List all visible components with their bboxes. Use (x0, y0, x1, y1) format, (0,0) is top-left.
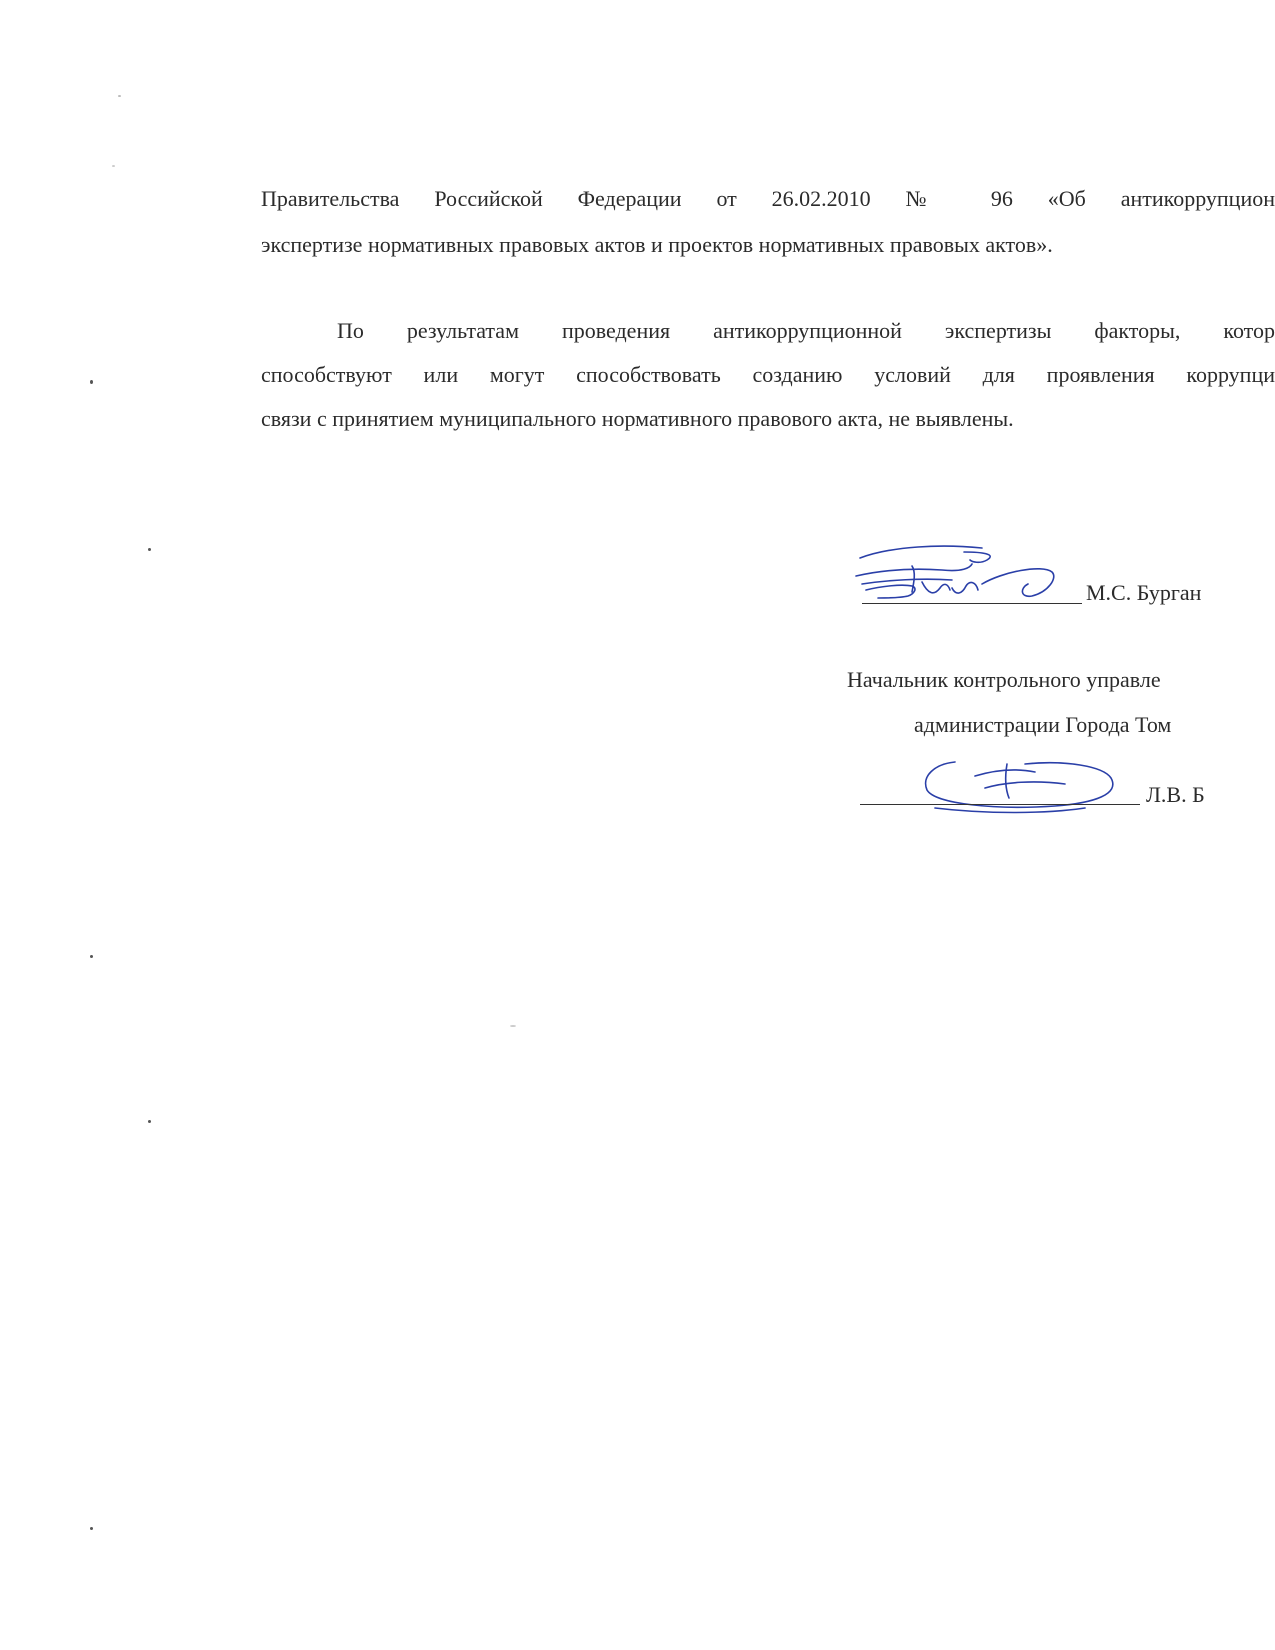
scan-speck (118, 95, 121, 97)
scan-speck (148, 548, 151, 551)
paragraph-1-line-2: экспертизе нормативных правовых актов и проектов нормативных правовых актов». (261, 232, 1053, 257)
scan-speck (510, 1025, 516, 1027)
scan-speck (90, 1527, 93, 1530)
scan-speck (90, 955, 93, 958)
paragraph-2-line-3: связи с принятием муниципального нормативного правового акта, не выявлены. (261, 406, 1014, 431)
paragraph-2-line-1: По результатам проведения антикоррупционной экспертизы факторы, котор (337, 318, 1275, 343)
paragraph-1-line-1: Правительства Российской Федерации от 26.02.2010 № 96 «Об антикоррупцион (261, 186, 1275, 211)
signer-position-line-1: Начальник контрольного управле (847, 667, 1161, 692)
paragraph-2-line-2: способствуют или могут способствовать созданию условий для проявления коррупци (261, 362, 1275, 387)
signer-name-2: Л.В. Б (1146, 782, 1205, 807)
signature-line-2 (860, 804, 1140, 805)
handwritten-signature-1 (852, 540, 1062, 610)
signer-position-line-2: администрации Города Том (914, 712, 1172, 737)
scan-speck (148, 1120, 151, 1123)
signer-name-1: М.С. Бурган (1086, 580, 1202, 605)
signature-line-1 (862, 603, 1082, 604)
scan-speck (90, 380, 93, 384)
handwritten-signature-2 (915, 748, 1125, 818)
scan-speck (112, 165, 115, 167)
